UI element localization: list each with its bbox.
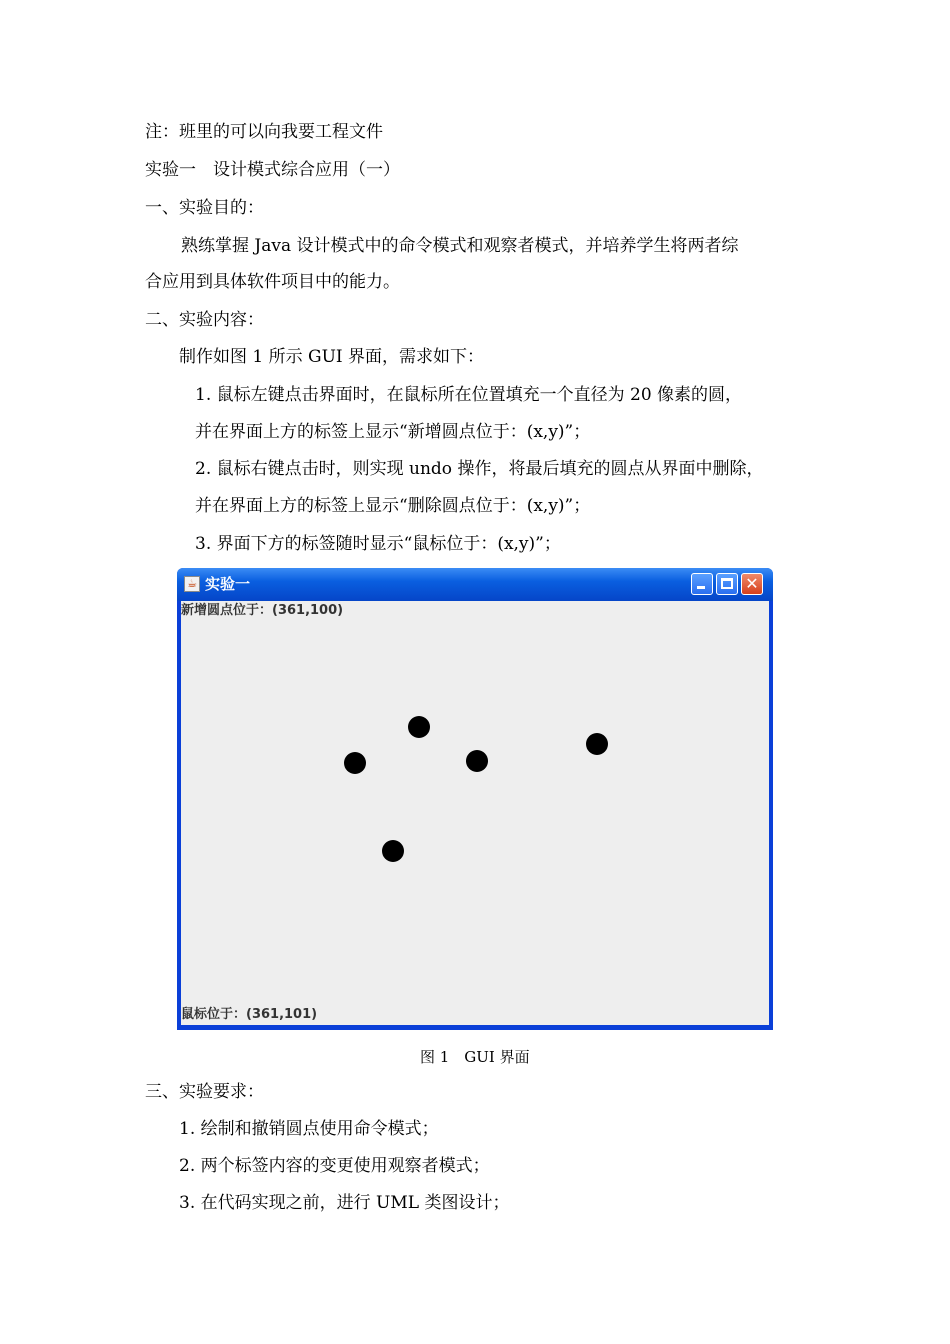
section1-body-line2: 合应用到具体软件项目中的能力。 <box>145 272 400 292</box>
requirement-a: 1. 绘制和撤销圆点使用命令模式； <box>179 1119 439 1139</box>
maximize-button[interactable] <box>716 573 738 595</box>
section2-intro: 制作如图 1 所示 GUI 界面，需求如下： <box>179 347 485 367</box>
circle-dot <box>344 752 366 774</box>
close-button[interactable] <box>741 573 763 595</box>
circle-dot <box>466 750 488 772</box>
section1-body-line1: 熟练掌握 Java 设计模式中的命令模式和观察者模式，并培养学生将两者综 <box>181 236 739 256</box>
requirement-b: 2. 两个标签内容的变更使用观察者模式； <box>179 1156 490 1176</box>
drawing-canvas[interactable] <box>181 601 769 1025</box>
circle-dot <box>408 716 430 738</box>
requirement-c: 3. 在代码实现之前，进行 UML 类图设计； <box>179 1193 510 1213</box>
circle-dot <box>586 733 608 755</box>
section1-heading: 一、实验目的： <box>145 198 264 218</box>
close-icon: ✕ <box>745 574 759 593</box>
window-titlebar <box>177 568 773 601</box>
top-status-label: 新增圆点位于：(361,100) <box>181 603 344 618</box>
section2-heading: 二、实验内容： <box>145 310 264 330</box>
bottom-status-label: 鼠标位于：(361,101) <box>181 1007 318 1022</box>
requirement1-line1: 1. 鼠标左键点击界面时，在鼠标所在位置填充一个直径为 20 像素的圆， <box>195 385 743 405</box>
requirement2-line1: 2. 鼠标右键点击时，则实现 undo 操作，将最后填充的圆点从界面中删除， <box>195 459 764 479</box>
section3-heading: 三、实验要求： <box>145 1082 264 1102</box>
java-cup-icon[interactable]: ☕ <box>184 576 200 592</box>
figure-caption: 图 1 GUI 界面 <box>420 1048 530 1066</box>
requirement3: 3. 界面下方的标签随时显示“鼠标位于：(x,y)”； <box>195 534 561 554</box>
requirement2-line2: 并在界面上方的标签上显示“删除圆点位于：(x,y)”； <box>195 496 591 516</box>
circle-dot <box>382 840 404 862</box>
minimize-button[interactable] <box>691 573 713 595</box>
java-window <box>177 568 773 1030</box>
requirement1-line2: 并在界面上方的标签上显示“新增圆点位于：(x,y)”； <box>195 422 591 442</box>
note-line: 注：班里的可以向我要工程文件 <box>145 122 383 142</box>
window-title: 实验一 <box>205 575 251 593</box>
experiment-title: 实验一 设计模式综合应用（一） <box>145 160 400 180</box>
